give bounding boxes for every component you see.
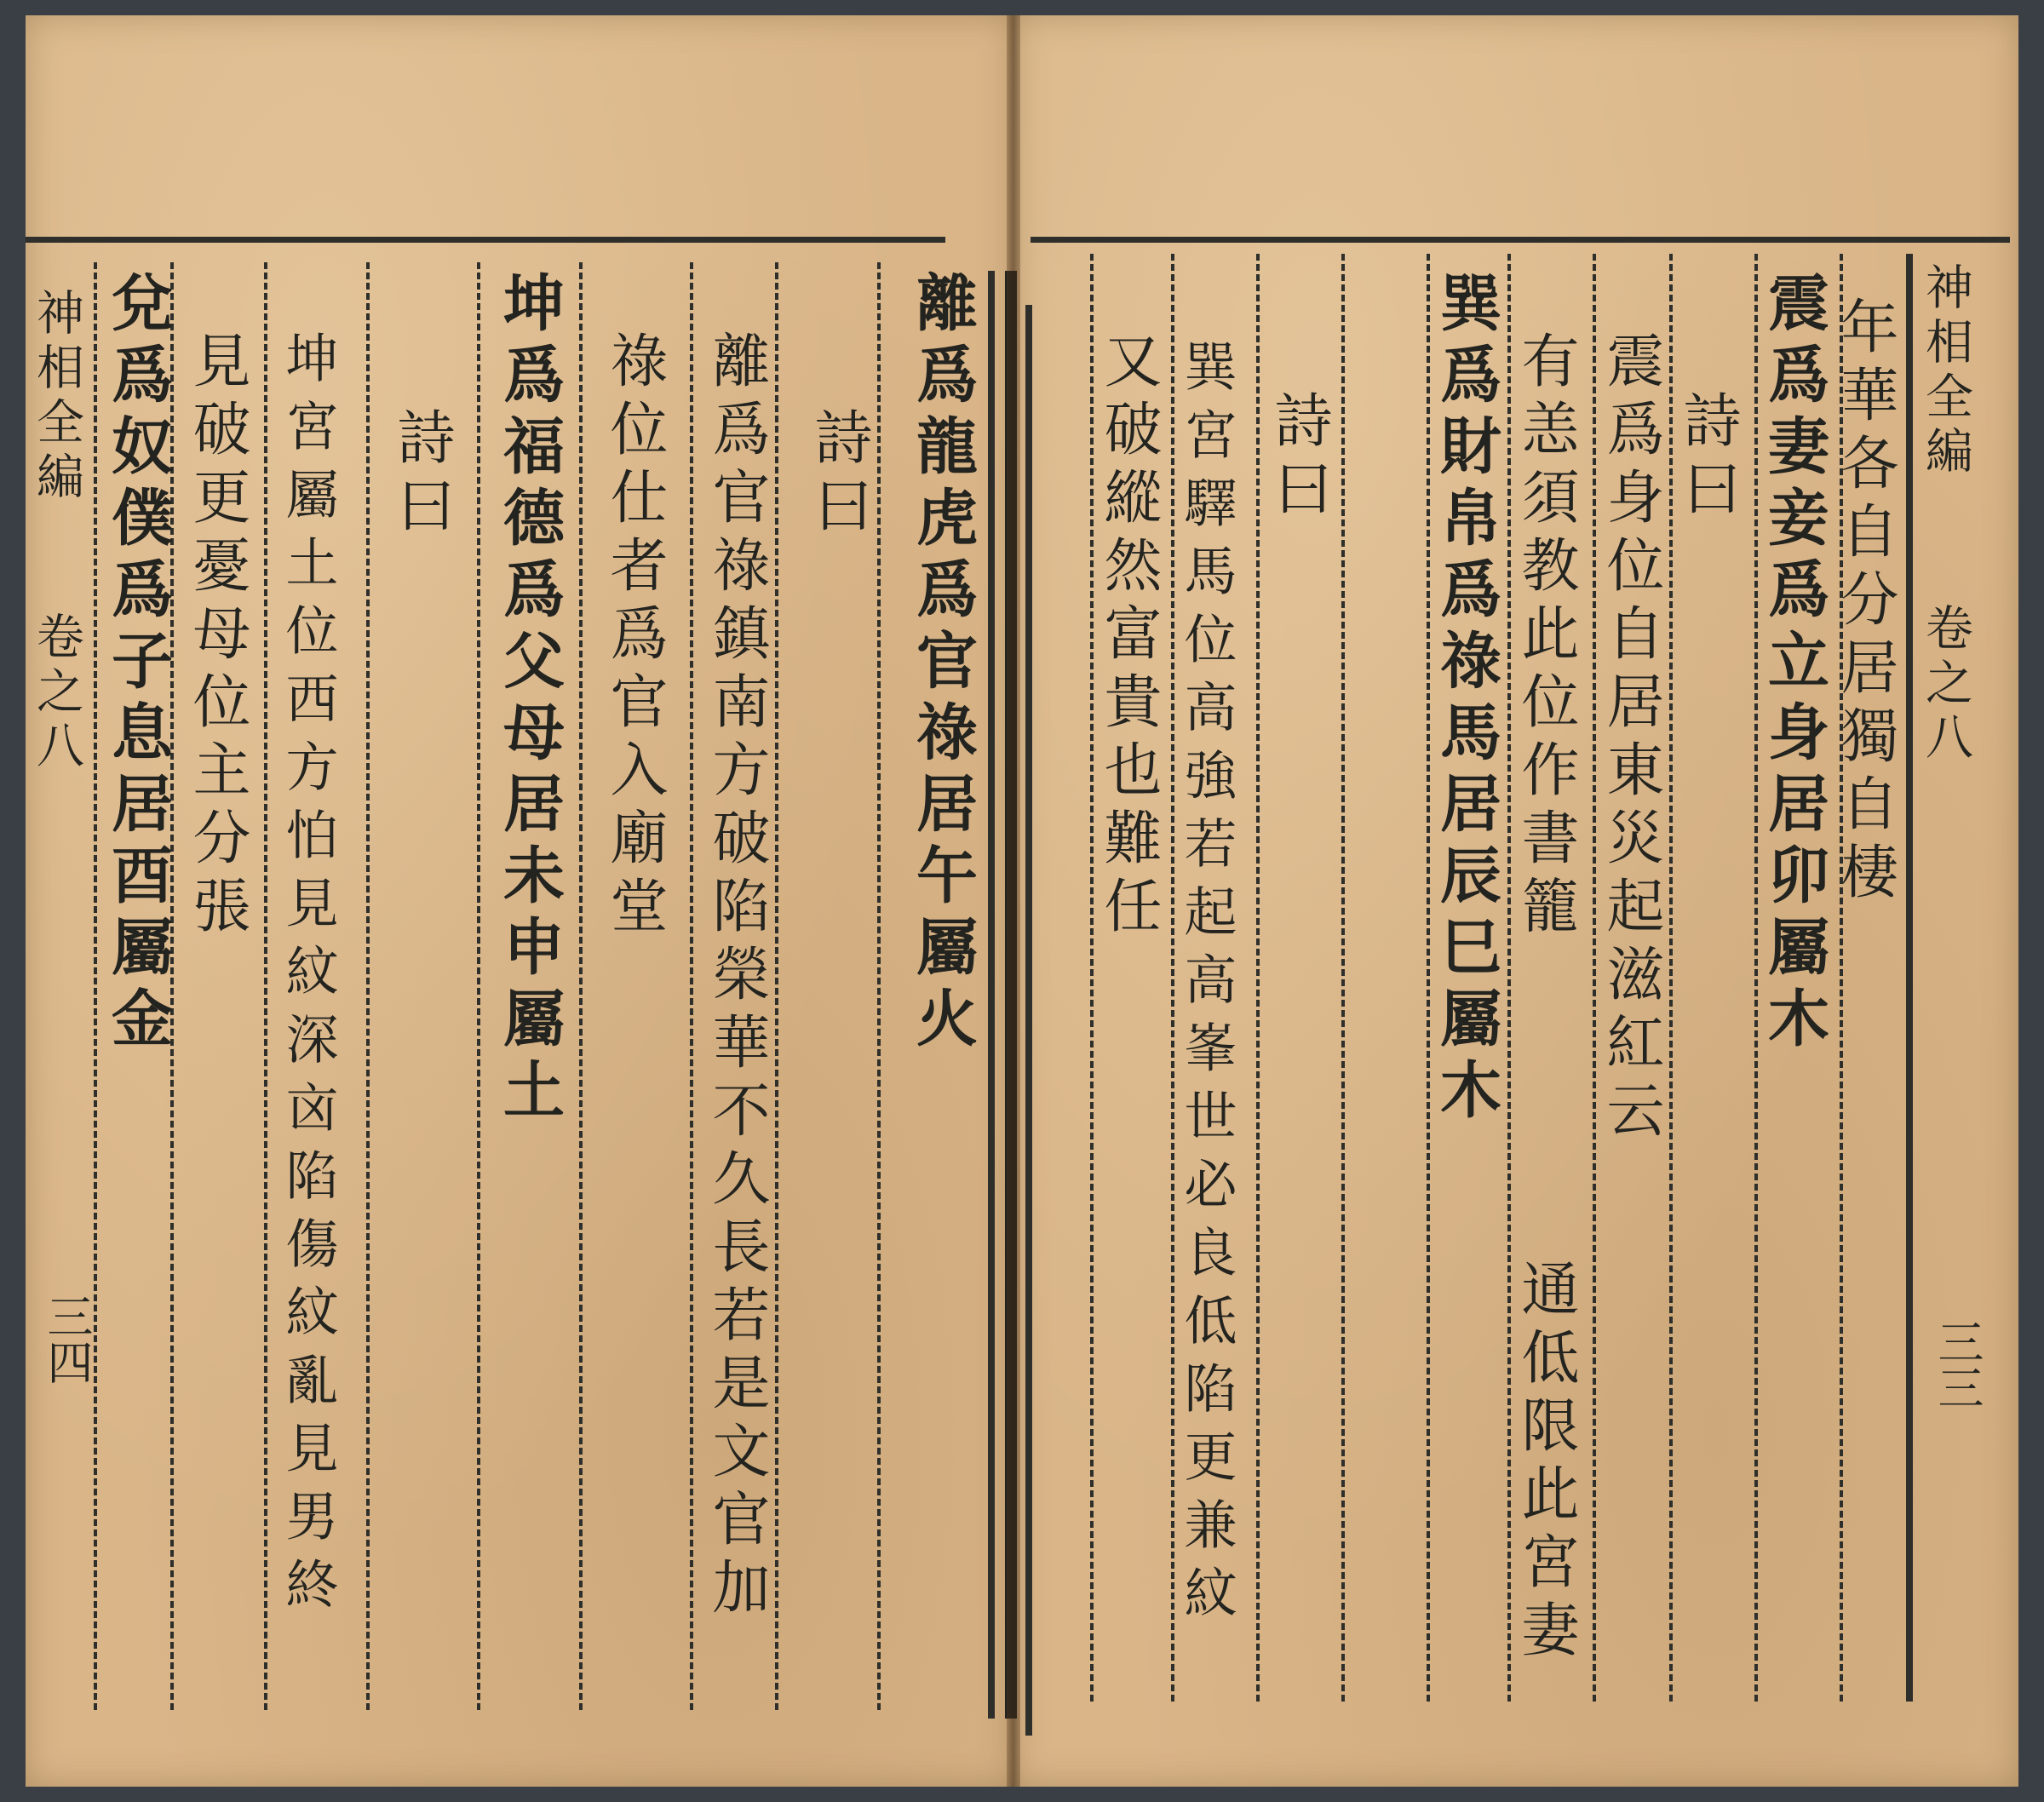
- right-page: [1013, 15, 2018, 1787]
- column-rule: [775, 262, 778, 1710]
- book-gutter: [1007, 15, 1020, 1787]
- column-rule: [690, 262, 693, 1710]
- column-rule: [1171, 254, 1174, 1702]
- column-rule: [877, 262, 881, 1710]
- text-column: 詩曰: [1265, 390, 1332, 526]
- text-column: 詩曰: [1674, 390, 1741, 526]
- column-rule: [1507, 254, 1511, 1702]
- column-rule: [366, 262, 370, 1710]
- text-column: 見破更憂母位主分張: [183, 330, 250, 944]
- text-column: 詩曰: [805, 407, 872, 543]
- column-rule: [94, 262, 97, 1710]
- margin-title: 神相全編: [1918, 262, 1973, 480]
- top-border: [26, 237, 945, 243]
- text-column: 詩曰: [388, 407, 455, 543]
- column-rule: [579, 262, 583, 1710]
- text-column: 又破縱然富貴也難任: [1094, 330, 1162, 944]
- column-rule: [1090, 254, 1094, 1702]
- column-rule: [264, 262, 267, 1710]
- margin-title: 神相全編: [29, 288, 84, 506]
- column-rule: [477, 262, 480, 1710]
- column-rule: [1906, 254, 1913, 1702]
- lower-text-column: 通低限此宮妻: [1512, 1259, 1579, 1667]
- text-column: 離爲官祿鎮南方破陷榮華不久長若是文官加: [703, 330, 770, 1625]
- column-rule: [988, 271, 995, 1719]
- text-column: 震爲身位自居東災起滋紅云: [1597, 330, 1664, 1148]
- column-rule: [1669, 254, 1673, 1702]
- column-rule: [1593, 254, 1596, 1702]
- left-page: [26, 15, 1013, 1787]
- text-column: 巽宮驛馬位高強若起高峯世必良低陷更兼紋: [1175, 339, 1237, 1633]
- text-column: 坤宮屬土位西方怕見紋深㐫陷傷紋亂見男終: [277, 330, 339, 1625]
- text-column: 有恙須教此位作書籠: [1512, 330, 1579, 944]
- text-column: 年華各自分居獨自棲: [1831, 296, 1898, 910]
- page-number: 三三: [1931, 1318, 1984, 1410]
- juan-label: 卷之八: [29, 611, 84, 775]
- top-border: [1031, 237, 2010, 243]
- text-column: 祿位仕者爲官入廟堂: [600, 330, 668, 944]
- page-number: 三四: [40, 1293, 94, 1385]
- column-rule: [1256, 254, 1260, 1702]
- text-column: 離爲龍虎爲官祿居午屬火: [906, 271, 979, 1058]
- text-column: 兌爲奴僕爲子息居酉屬金: [101, 271, 174, 1058]
- column-rule: [1341, 254, 1345, 1702]
- juan-label: 卷之八: [1918, 603, 1973, 766]
- text-column: 巽爲財帛爲祿馬居辰巳屬木: [1430, 271, 1502, 1129]
- text-column: 震爲妻妾爲立身居卯屬木: [1758, 271, 1830, 1058]
- column-rule: [1025, 305, 1032, 1736]
- text-column: 坤爲福德爲父母居未申屬土: [493, 271, 566, 1129]
